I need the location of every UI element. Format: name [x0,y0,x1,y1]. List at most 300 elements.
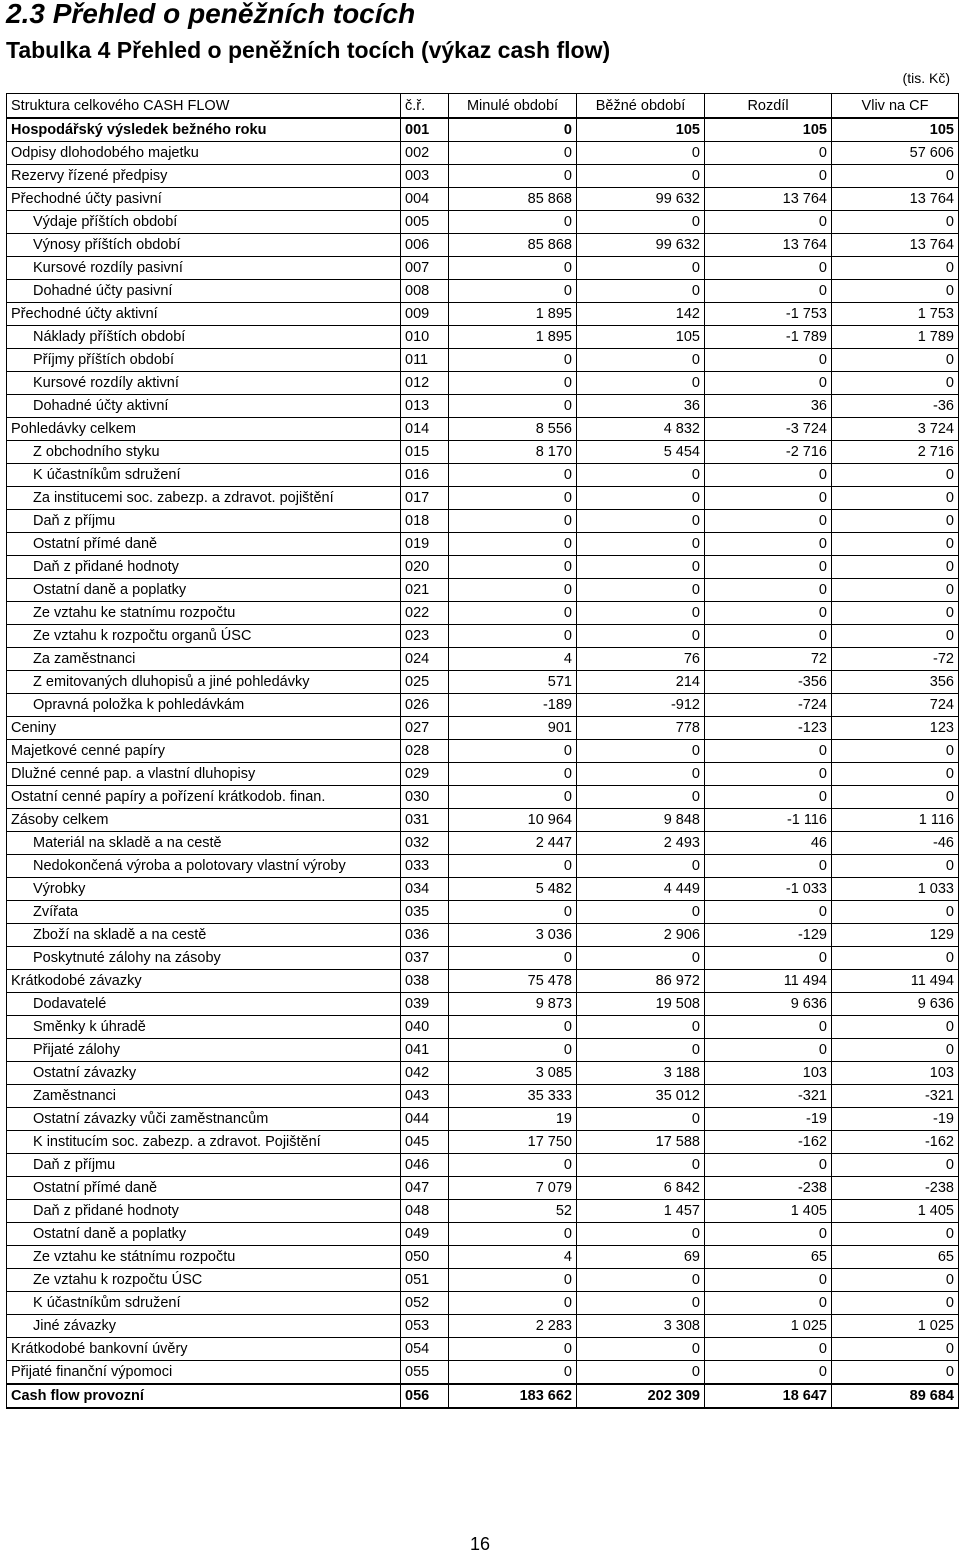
cf-impact-value: 3 724 [832,418,959,441]
table-row [7,1154,959,1177]
cf-impact-value: 65 [832,1246,959,1269]
row-label: K institucím soc. zabezp. a zdravot. Pojištění [7,1131,401,1154]
previous-period-value: 0 [449,763,577,786]
current-period-value: 0 [577,786,705,809]
row-number: 053 [401,1315,449,1338]
row-label: Cash flow provozní [7,1384,401,1408]
row-number: 044 [401,1108,449,1131]
table-row [7,901,959,924]
current-period-value: 0 [577,510,705,533]
table-row [7,763,959,786]
table-row [7,1062,959,1085]
current-period-value: 0 [577,1039,705,1062]
row-number: 017 [401,487,449,510]
row-label: Přechodné účty pasivní [7,188,401,211]
table-row [7,740,959,763]
previous-period-value: 0 [449,579,577,602]
row-label: Kursové rozdíly aktivní [7,372,401,395]
current-period-value: 0 [577,1338,705,1361]
difference-value: 0 [705,211,832,234]
table-row [7,257,959,280]
row-label: Dohadné účty pasivní [7,280,401,303]
row-number: 012 [401,372,449,395]
cf-impact-value: 1 789 [832,326,959,349]
current-period-value: 0 [577,280,705,303]
row-number: 002 [401,142,449,165]
table-header-row [7,94,959,119]
previous-period-value: 0 [449,1223,577,1246]
row-number: 046 [401,1154,449,1177]
row-number: 052 [401,1292,449,1315]
page-number: 16 [469,1534,491,1554]
cf-impact-value: 0 [832,1269,959,1292]
cf-impact-value: 0 [832,901,959,924]
difference-value: 0 [705,1154,832,1177]
difference-value: -19 [705,1108,832,1131]
row-number: 001 [401,118,449,142]
cf-impact-value: 13 764 [832,234,959,257]
row-number: 020 [401,556,449,579]
difference-value: 0 [705,579,832,602]
row-label: Zvířata [7,901,401,924]
row-number: 041 [401,1039,449,1062]
difference-value: 0 [705,372,832,395]
row-label: Ostatní přímé daně [7,1177,401,1200]
row-number: 043 [401,1085,449,1108]
row-label: Příjmy příštích období [7,349,401,372]
previous-period-value: 0 [449,1269,577,1292]
row-number: 010 [401,326,449,349]
table-row [7,947,959,970]
current-period-value: 0 [577,1223,705,1246]
table-row [7,464,959,487]
cf-impact-value: 0 [832,556,959,579]
cf-impact-value: 0 [832,602,959,625]
previous-period-value: 5 482 [449,878,577,901]
previous-period-value: 8 170 [449,441,577,464]
row-label: Z obchodního styku [7,441,401,464]
table-row [7,211,959,234]
row-number: 051 [401,1269,449,1292]
table-row [7,1338,959,1361]
previous-period-value: 0 [449,625,577,648]
column-header-current-period: Běžné období [577,94,705,119]
row-label: Pohledávky celkem [7,418,401,441]
previous-period-value: 2 447 [449,832,577,855]
previous-period-value: 183 662 [449,1384,577,1408]
current-period-value: 17 588 [577,1131,705,1154]
previous-period-value: 1 895 [449,326,577,349]
row-label: Ostatní závazky [7,1062,401,1085]
row-label: Ostatní přímé daně [7,533,401,556]
current-period-value: 0 [577,855,705,878]
previous-period-value: 0 [449,487,577,510]
table-row [7,165,959,188]
difference-value: 0 [705,786,832,809]
current-period-value: 9 848 [577,809,705,832]
table-row [7,1085,959,1108]
row-label: Krátkodobé závazky [7,970,401,993]
row-number: 054 [401,1338,449,1361]
difference-value: -123 [705,717,832,740]
difference-value: 0 [705,556,832,579]
section-title: 2.3 Přehled o peněžních tocích [6,0,416,29]
difference-value: 0 [705,855,832,878]
cf-impact-value: 0 [832,579,959,602]
current-period-value: 0 [577,579,705,602]
previous-period-value: 4 [449,1246,577,1269]
current-period-value: 76 [577,648,705,671]
table-row [7,395,959,418]
cf-impact-value: 1 025 [832,1315,959,1338]
current-period-value: 0 [577,464,705,487]
cf-impact-value: 57 606 [832,142,959,165]
cf-impact-value: 1 405 [832,1200,959,1223]
table-row [7,303,959,326]
cf-impact-value: 2 716 [832,441,959,464]
difference-value: 0 [705,1039,832,1062]
current-period-value: 105 [577,118,705,142]
row-number: 027 [401,717,449,740]
cf-impact-value: 0 [832,786,959,809]
row-label: Materiál na skladě a na cestě [7,832,401,855]
current-period-value: 35 012 [577,1085,705,1108]
previous-period-value: -189 [449,694,577,717]
table-row [7,602,959,625]
row-number: 039 [401,993,449,1016]
table-body [7,118,959,1408]
cf-impact-value: 0 [832,1338,959,1361]
cf-impact-value: 0 [832,625,959,648]
row-label: K účastníkům sdružení [7,1292,401,1315]
row-number: 025 [401,671,449,694]
cf-impact-value: 103 [832,1062,959,1085]
row-label: Ostatní závazky vůči zaměstnancům [7,1108,401,1131]
previous-period-value: 0 [449,855,577,878]
cf-impact-value: -72 [832,648,959,671]
cf-impact-value: 0 [832,1016,959,1039]
row-number: 036 [401,924,449,947]
current-period-value: 0 [577,625,705,648]
table-row [7,694,959,717]
previous-period-value: 0 [449,165,577,188]
current-period-value: 2 906 [577,924,705,947]
difference-value: 0 [705,280,832,303]
row-number: 018 [401,510,449,533]
current-period-value: 6 842 [577,1177,705,1200]
difference-value: 0 [705,1016,832,1039]
cf-impact-value: 1 753 [832,303,959,326]
row-label: Daň z příjmu [7,510,401,533]
table-row [7,579,959,602]
previous-period-value: 0 [449,1338,577,1361]
row-label: Krátkodobé bankovní úvěry [7,1338,401,1361]
previous-period-value: 0 [449,947,577,970]
current-period-value: 0 [577,211,705,234]
row-number: 019 [401,533,449,556]
difference-value: 0 [705,740,832,763]
cash-flow-table [6,93,959,1409]
difference-value: -1 033 [705,878,832,901]
row-number: 003 [401,165,449,188]
difference-value: -2 716 [705,441,832,464]
cf-impact-value: 0 [832,510,959,533]
row-number: 013 [401,395,449,418]
table-row [7,1223,959,1246]
row-label: Přijaté zálohy [7,1039,401,1062]
current-period-value: 0 [577,533,705,556]
table-row [7,671,959,694]
table-row [7,556,959,579]
current-period-value: 4 449 [577,878,705,901]
table-row [7,1269,959,1292]
row-number: 009 [401,303,449,326]
previous-period-value: 2 283 [449,1315,577,1338]
previous-period-value: 85 868 [449,188,577,211]
difference-value: 9 636 [705,993,832,1016]
row-label: Poskytnuté zálohy na zásoby [7,947,401,970]
difference-value: 65 [705,1246,832,1269]
current-period-value: 1 457 [577,1200,705,1223]
current-period-value: 0 [577,1016,705,1039]
current-period-value: 0 [577,349,705,372]
previous-period-value: 8 556 [449,418,577,441]
current-period-value: 5 454 [577,441,705,464]
row-label: Ze vztahu ke státnímu rozpočtu [7,1246,401,1269]
previous-period-value: 0 [449,349,577,372]
current-period-value: 19 508 [577,993,705,1016]
previous-period-value: 9 873 [449,993,577,1016]
row-number: 024 [401,648,449,671]
difference-value: 0 [705,349,832,372]
cf-impact-value: 0 [832,257,959,280]
previous-period-value: 0 [449,211,577,234]
cf-impact-value: 129 [832,924,959,947]
cf-impact-value: -46 [832,832,959,855]
cf-impact-value: 356 [832,671,959,694]
row-label: Za institucemi soc. zabezp. a zdravot. pojištění [7,487,401,510]
cf-impact-value: 0 [832,372,959,395]
cf-impact-value: 0 [832,211,959,234]
row-number: 049 [401,1223,449,1246]
row-label: Zásoby celkem [7,809,401,832]
table-row [7,1384,959,1408]
row-label: Dodavatelé [7,993,401,1016]
current-period-value: 2 493 [577,832,705,855]
row-number: 028 [401,740,449,763]
column-header-cf-impact: Vliv na CF [832,94,959,119]
column-header-row-number: č.ř. [401,94,449,119]
table-row [7,832,959,855]
table-row [7,924,959,947]
previous-period-value: 0 [449,533,577,556]
previous-period-value: 0 [449,1361,577,1385]
cf-impact-value: 0 [832,947,959,970]
previous-period-value: 0 [449,395,577,418]
previous-period-value: 0 [449,602,577,625]
previous-period-value: 0 [449,372,577,395]
row-label: Zaměstnanci [7,1085,401,1108]
row-label: K účastníkům sdružení [7,464,401,487]
row-label: Ceniny [7,717,401,740]
difference-value: 13 764 [705,234,832,257]
row-label: Odpisy dlohodobého majetku [7,142,401,165]
row-label: Ze vztahu k rozpočtu organů ÚSC [7,625,401,648]
difference-value: 0 [705,1338,832,1361]
row-number: 014 [401,418,449,441]
table-row [7,372,959,395]
row-number: 023 [401,625,449,648]
row-number: 048 [401,1200,449,1223]
cf-impact-value: 0 [832,763,959,786]
current-period-value: 36 [577,395,705,418]
current-period-value: 0 [577,740,705,763]
difference-value: 0 [705,602,832,625]
table-row [7,993,959,1016]
difference-value: 0 [705,1223,832,1246]
table-row [7,648,959,671]
difference-value: 18 647 [705,1384,832,1408]
difference-value: 0 [705,487,832,510]
previous-period-value: 0 [449,1039,577,1062]
previous-period-value: 571 [449,671,577,694]
current-period-value: 86 972 [577,970,705,993]
current-period-value: 778 [577,717,705,740]
row-number: 056 [401,1384,449,1408]
row-label: Z emitovaných dluhopisů a jiné pohledávky [7,671,401,694]
current-period-value: 0 [577,1292,705,1315]
difference-value: 0 [705,625,832,648]
previous-period-value: 0 [449,257,577,280]
difference-value: 13 764 [705,188,832,211]
previous-period-value: 3 085 [449,1062,577,1085]
previous-period-value: 0 [449,118,577,142]
table-row [7,855,959,878]
current-period-value: 0 [577,556,705,579]
difference-value: 72 [705,648,832,671]
table-row [7,533,959,556]
previous-period-value: 52 [449,1200,577,1223]
table-row [7,809,959,832]
current-period-value: 3 188 [577,1062,705,1085]
cf-impact-value: 724 [832,694,959,717]
difference-value: 0 [705,901,832,924]
cf-impact-value: -36 [832,395,959,418]
table-row [7,349,959,372]
difference-value: 105 [705,118,832,142]
previous-period-value: 17 750 [449,1131,577,1154]
previous-period-value: 0 [449,464,577,487]
row-label: Ostatní daně a poplatky [7,1223,401,1246]
row-label: Zboží na skladě a na cestě [7,924,401,947]
difference-value: 0 [705,1269,832,1292]
previous-period-value: 0 [449,510,577,533]
row-number: 042 [401,1062,449,1085]
previous-period-value: 85 868 [449,234,577,257]
difference-value: -162 [705,1131,832,1154]
row-label: Nedokončená výroba a polotovary vlastní výroby [7,855,401,878]
previous-period-value: 0 [449,280,577,303]
current-period-value: 0 [577,763,705,786]
cf-impact-value: -238 [832,1177,959,1200]
cf-impact-value: 0 [832,280,959,303]
difference-value: 11 494 [705,970,832,993]
difference-value: 0 [705,464,832,487]
row-number: 035 [401,901,449,924]
cf-impact-value: 11 494 [832,970,959,993]
current-period-value: 4 832 [577,418,705,441]
row-label: Přechodné účty aktivní [7,303,401,326]
current-period-value: 0 [577,372,705,395]
table-row [7,510,959,533]
row-number: 038 [401,970,449,993]
row-number: 033 [401,855,449,878]
current-period-value: 202 309 [577,1384,705,1408]
row-label: Výdaje příštích období [7,211,401,234]
row-number: 022 [401,602,449,625]
row-number: 040 [401,1016,449,1039]
current-period-value: 0 [577,257,705,280]
row-label: Daň z příjmu [7,1154,401,1177]
row-number: 011 [401,349,449,372]
row-label: Za zaměstnanci [7,648,401,671]
table-row [7,142,959,165]
previous-period-value: 10 964 [449,809,577,832]
row-label: Kursové rozdíly pasivní [7,257,401,280]
cf-impact-value: 89 684 [832,1384,959,1408]
difference-value: 0 [705,763,832,786]
cf-impact-value: 105 [832,118,959,142]
difference-value: 0 [705,533,832,556]
difference-value: -1 753 [705,303,832,326]
row-label: Výnosy příštích období [7,234,401,257]
table-row [7,1016,959,1039]
difference-value: -129 [705,924,832,947]
cf-impact-value: 0 [832,1154,959,1177]
row-number: 047 [401,1177,449,1200]
previous-period-value: 0 [449,1292,577,1315]
difference-value: -356 [705,671,832,694]
table-row [7,188,959,211]
previous-period-value: 35 333 [449,1085,577,1108]
difference-value: 0 [705,142,832,165]
difference-value: -1 116 [705,809,832,832]
cf-impact-value: 0 [832,1361,959,1385]
difference-value: 0 [705,1361,832,1385]
table-row [7,717,959,740]
row-number: 045 [401,1131,449,1154]
row-label: Přijaté finanční výpomoci [7,1361,401,1385]
table-row [7,1131,959,1154]
row-label: Rezervy řízené předpisy [7,165,401,188]
table-row [7,1200,959,1223]
cf-impact-value: 0 [832,165,959,188]
table-row [7,487,959,510]
table-row [7,1246,959,1269]
current-period-value: 3 308 [577,1315,705,1338]
previous-period-value: 0 [449,1154,577,1177]
row-label: Výrobky [7,878,401,901]
cf-impact-value: 1 116 [832,809,959,832]
difference-value: 0 [705,947,832,970]
row-number: 030 [401,786,449,809]
previous-period-value: 3 036 [449,924,577,947]
column-header-previous-period: Minulé období [449,94,577,119]
cf-impact-value: 0 [832,349,959,372]
previous-period-value: 4 [449,648,577,671]
row-label: Ostatní daně a poplatky [7,579,401,602]
current-period-value: 0 [577,487,705,510]
